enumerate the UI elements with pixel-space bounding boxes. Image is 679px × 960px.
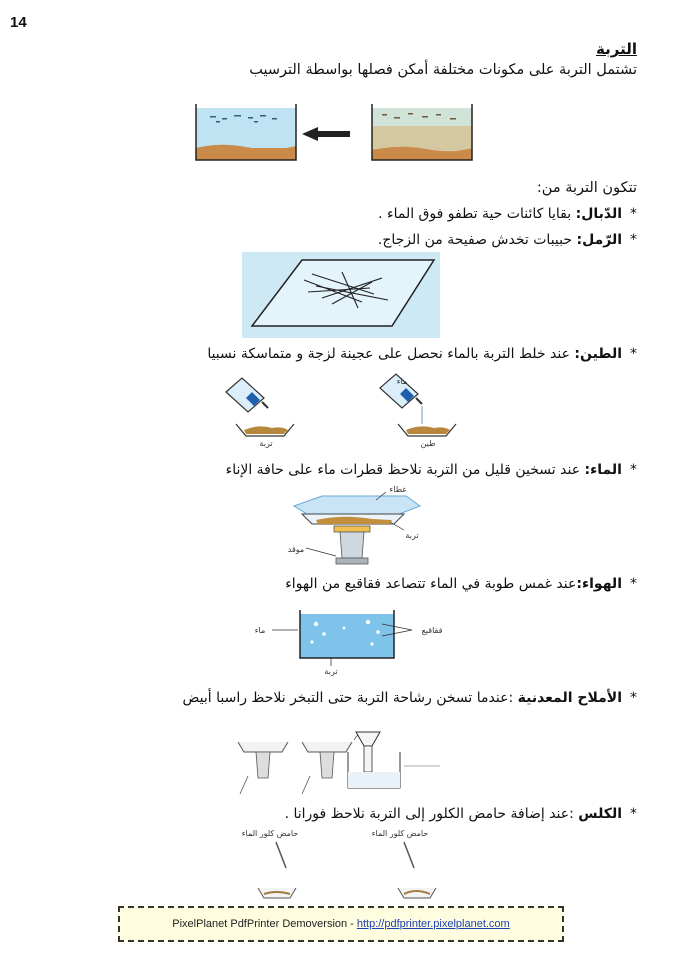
list-item-air: [285, 576, 637, 592]
list-item-lime: [285, 806, 637, 822]
lesson-title: التربة: [596, 40, 637, 58]
clay-right-label: طين: [420, 439, 436, 448]
item-term: الكلس: [578, 806, 622, 822]
bullet-icon: *: [630, 232, 637, 248]
item-term: الطين:: [574, 346, 622, 362]
composition-heading: تتكون التربة من:: [536, 180, 637, 196]
settled-container: [196, 104, 296, 160]
bullet-icon: *: [630, 462, 637, 478]
air-bubbles-figure: [232, 606, 462, 678]
item-term: الدّبال:: [575, 206, 622, 222]
mixed-container: [372, 104, 472, 160]
list-item-sand: [378, 232, 637, 248]
air-brick-label: تربة: [324, 667, 338, 676]
glass-plate-figure: [242, 252, 440, 338]
watermark-text: PixelPlanet PdfPrinter Demoversion -: [172, 918, 354, 930]
intro-sentence: تشتمل التربة على مكونات مختلفة أمكن فصلها بواسطة الترسيب: [249, 62, 637, 78]
clay-bottle-label: ماء: [396, 377, 408, 386]
item-text: :عندما تسخن رشاحة التربة حتى التبخر نلاحظ راسبا أبيض: [182, 690, 518, 706]
bottle-icon: [226, 378, 268, 412]
watermark-banner: [118, 906, 564, 942]
item-term: الأملاح المعدنية: [517, 690, 622, 706]
clay-left-label: تربة: [259, 439, 273, 448]
acid-right-label: حامض كلور الماء: [371, 829, 429, 838]
item-text: حبيبات تخدش صفيحة من الزجاج.: [377, 232, 577, 248]
item-text: عند خلط التربة بالماء نحصل على عجينة لزجة و متماسكة نسبيا: [207, 346, 575, 362]
item-text: :عند إضافة حامض الكلور إلى التربة نلاحظ فورانا .: [284, 806, 579, 822]
list-item-humus: [378, 206, 637, 222]
clay-figure: [222, 372, 462, 448]
water-burner-label: موقد: [287, 545, 305, 554]
bullet-icon: *: [630, 806, 637, 822]
water-cover-label: غطاء: [389, 485, 407, 494]
water-heating-figure: [282, 484, 432, 572]
item-text: عند تسخين قليل من التربة نلاحظ قطرات ماء على حافة الإناء: [225, 462, 585, 478]
item-term: الماء:: [584, 462, 622, 478]
page-number: 14: [10, 14, 27, 31]
item-term: الرّمل:: [576, 232, 622, 248]
item-text: عند غمس طوبة في الماء تتصاعد فقاقيع من الهواء: [285, 576, 577, 592]
bullet-icon: *: [630, 576, 637, 592]
air-bubbles-label: فقاقيع: [421, 626, 443, 635]
water-soil-label: تربة: [405, 531, 419, 540]
watermark-link[interactable]: http://pdfprinter.pixelplanet.com: [356, 918, 510, 930]
bullet-icon: *: [630, 346, 637, 362]
evaporation-figure: [230, 716, 460, 800]
acid-left-label: حامض كلور الماء: [241, 829, 299, 838]
list-item-water: [226, 462, 637, 478]
bullet-icon: *: [630, 690, 637, 706]
list-item-mineral-salts: [183, 690, 638, 706]
item-text: بقايا كائنات حية تطفو فوق الماء .: [378, 206, 576, 222]
list-item-clay: [207, 346, 637, 362]
air-water-label: ماء: [254, 626, 266, 635]
acid-reaction-figure: [234, 826, 464, 906]
bullet-icon: *: [630, 206, 637, 222]
sedimentation-figure: [190, 96, 490, 168]
arrow-icon: [302, 127, 350, 141]
item-term: الهواء:: [576, 576, 622, 592]
